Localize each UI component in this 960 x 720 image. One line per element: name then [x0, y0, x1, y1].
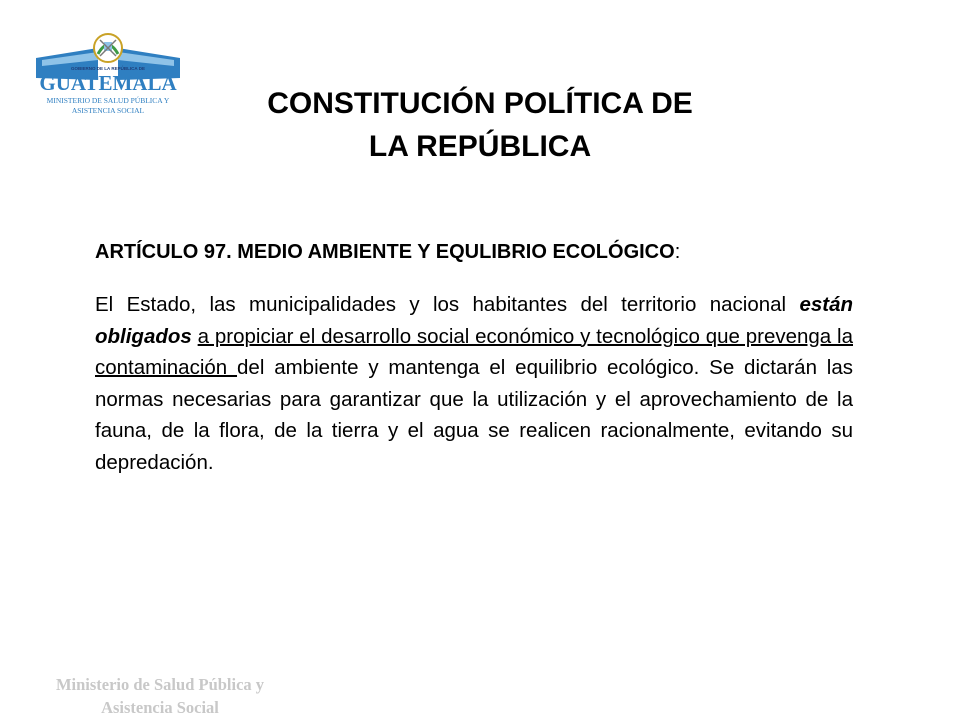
- ministry-logo: [28, 30, 188, 130]
- article-heading-text: ARTÍCULO 97. MEDIO AMBIENTE Y EQULIBRIO ECOLÓGICO: [95, 241, 675, 263]
- footer-line-1: Ministerio de Salud Pública y: [55, 675, 265, 694]
- title-line-2: LA REPÚBLICA: [368, 130, 592, 163]
- guatemala-coat-of-arms-icon: [28, 30, 188, 130]
- logo-country-text: GUATEMALA: [39, 71, 177, 95]
- body-text-part3: del ambiente y mantenga el equilibrio ecológico. Se dictarán las normas necesarias para garantizar que la utilización y el aprovechamiento de la fauna, de la flora, de la tierra y el agua se realicen racionalmente, evitando su depredación.: [95, 356, 854, 474]
- article-heading-colon: :: [674, 241, 681, 263]
- article-section: [95, 237, 853, 478]
- body-text-part1: El Estado, las municipalidades y los habitantes del territorio nacional: [95, 293, 800, 316]
- logo-ministry-line2: ASISTENCIA SOCIAL: [71, 106, 145, 115]
- logo-ministry-line1: MINISTERIO DE SALUD PÚBLICA Y: [46, 96, 170, 105]
- footer-ministry-name: [10, 673, 310, 719]
- title-line-1: CONSTITUCIÓN POLÍTICA DE: [267, 87, 693, 120]
- article-heading: [95, 237, 853, 267]
- article-body: [95, 289, 853, 478]
- footer-line-2: Asistencia Social: [101, 698, 219, 717]
- logo-top-text: GOBIERNO DE LA REPÚBLICA DE: [71, 66, 145, 71]
- body-underlined-text: a propiciar el desarrollo social económico y tecnológico que prevenga la contaminación: [95, 324, 853, 379]
- page-title: [180, 82, 780, 168]
- body-emphasis: están obligados: [95, 293, 853, 348]
